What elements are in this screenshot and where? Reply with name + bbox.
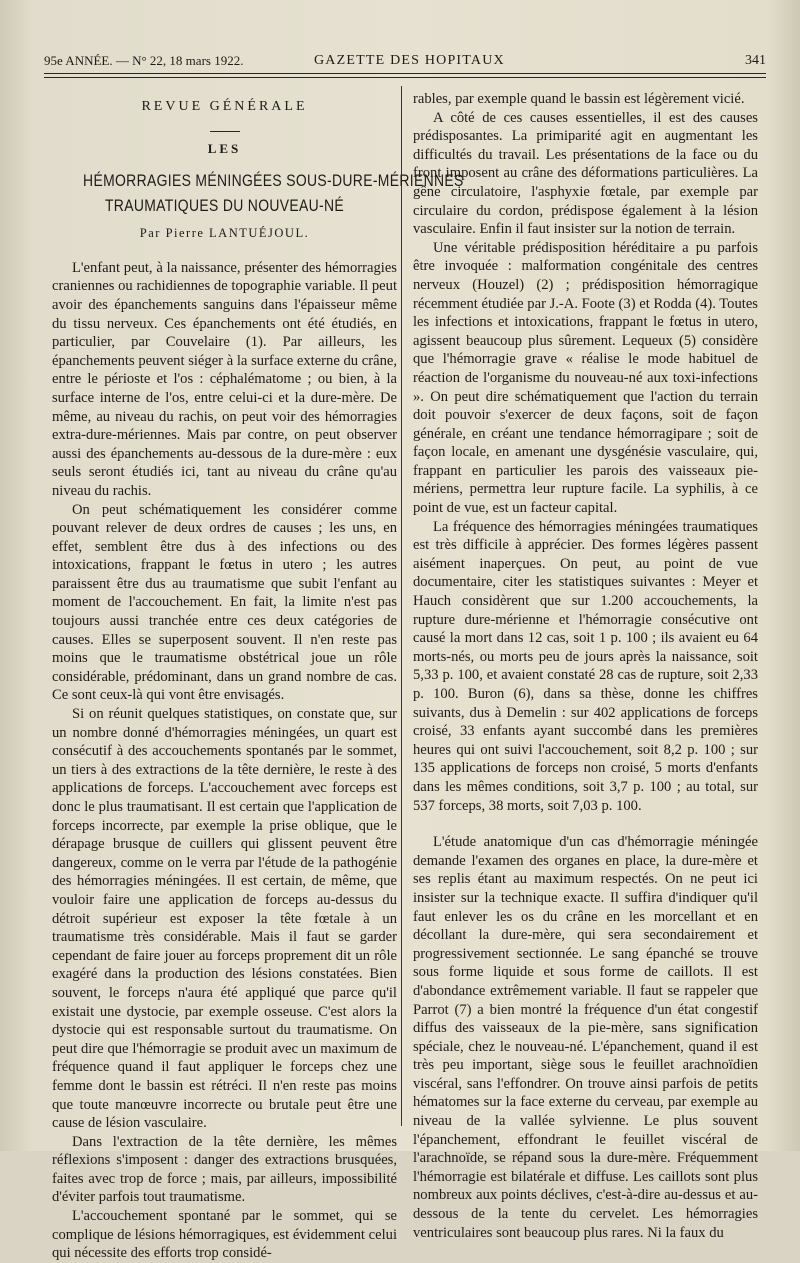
right-paragraph-5: L'étude anatomique d'un cas d'hémorragie méningée demande l'examen des organes en place, la dure-mère et ses replis étant au maximum respectés. On ne peut ici insister sur la technique exacte. Il suffira d'indiquer qu'il faut enlever les os du crâne en les morcellant et en décollant la dure-mère, qui sera secondairement et progressivement sectionnée. Le sang épanché se trouve sous forme liquide et sous forme de caillots. Il est d'abondance extrêmement variable. Il faut se rappeler que Parrot (7) a bien montré la fréquence d'un état congestif diffus des vaisseaux de la pie-mère, sans signification spéciale, chez le nouveau-né. L'épanchement, quand il est très peu important, siège sous le feuillet arachnoïdien viscéral, sans l'effondrer. On trouve ainsi parfois de petits hématomes sur la face externe du cerveau, par exemple au niveau de la vallée sylvienne. Le plus souvent l'épanchement, effondrant le feuillet viscéral de l'arachnoïde, se répand sous la dure-mère. Fréquemment l'hémorragie est bilatérale et diffuse. Les caillots sont plus nombreux aux points déclives, c'est-à-dire au-dessus et au-dessous de la tente du cervelet. Les hémorragies ventriculaires sont beaucoup plus rares. Ni la faux du	[413, 834, 758, 1241]
author-byline: Par Pierre LANTUÉJOUL.	[139, 226, 310, 241]
header-rule-thin	[44, 77, 766, 78]
right-paragraph-3: Une véritable prédisposition héréditaire a pu parfois être invoquée : malformation congénitale des centres nerveux (Houzel) (2) ; prédisposition hémorragique récemment étudiée par J.-A. Foote (3) et Rodda (4). Toutes les infections et intoxications, frappant le fœtus in utero, agissent beaucoup plus sûrement. Lequeux (5) considère que l'hémorragie grave « réalise le mode habituel de réaction de l'organisme du nouveau-né aux toxi-infections ». On peut dire schématiquement que l'action du terrain doit pouvoir s'exercer de deux façons, soit de façon générale, en créant une tendance hémorragipare ; soit de façon locale, en amenant une dysgénésie vasculaire, qui, frappant en particulier les parois des vaisseaux pie-mériens, permettra leur rupture facile. La syphilis, à ce point de vue, est un facteur capital.	[413, 239, 758, 517]
title-article-les: LES	[207, 140, 242, 156]
left-paragraph-4: Dans l'extraction de la tête dernière, les mêmes réflexions s'imposent : danger des extractions brusquées, faites avec trop de force ; mais, par ailleurs, impossibilité d'éviter parfois tout traumatisme.	[52, 1133, 397, 1206]
header-rule-thick	[44, 73, 766, 74]
issue-line: 95e ANNÉE. — N° 22, 18 mars 1922.	[44, 53, 244, 68]
left-paragraph-3: Si on réunit quelques statistiques, on constate que, sur un nombre donné d'hémorragies méningées, un quart est consécutif à des accouchements spontanés par le sommet, un tiers à des extractions de la tête dernière, le reste à des applications de forceps. L'accouchement avec forceps est donc le plus traumatisant. Il est certain que l'application de forceps incorrecte, par exemple la prise oblique, que le dérapage brusque de cuillers qui glissent peuvent être dangereux, comme on le verra par l'étude de la pathogénie des hémorragies méningées. Il est certain, de même, que vouloir faire une application de forceps au-dessus du détroit supérieur est exposer la tête fœtale à un traumatisme très considérable. Mais il faut se garder cependant de faire jouer au forceps proprement dit un rôle exagéré dans la production des lésions constatées. Bien souvent, le forceps n'aura été appliqué que parce qu'il existait une dystocie, par exemple osseuse. C'est alors la dystocie qui est responsable surtout du traumatisme. On peut dire que l'hémorragie se produit avec un maximum de fréquence quand il faut appliquer le forceps chez une femme dont le bassin est rétréci. Il n'en reste pas moins que toute manœuvre incorrecte ou brutale peut être une cause de lésion vasculaire.	[52, 706, 397, 1132]
running-header	[44, 50, 766, 72]
left-paragraph-1: L'enfant peut, à la naissance, présenter des hémorragies craniennes ou rachidiennes de topographie variable. Il peut avoir des épanchements sanguins dans l'épaisseur même du tissu nerveux. Ces épanchements ont été étudiés, en particulier, par Couvelaire (1). Par ailleurs, les épanchements peuvent siéger à la surface externe du crâne, entre le périoste et l'os : céphalématome ; ou bien, à la surface interne de l'os, entre celui-ci et la dure-mère. De même, au niveau du rachis, on peut voir des hémorragies extra-dure-mériennes. Mais par contre, on peut observer aussi des épanchements au-dessous de la dure-mère : eux seuls seront étudiés ici, tant au niveau du crâne qu'au niveau du rachis.	[52, 259, 397, 499]
right-paragraph-1: rables, par exemple quand le bassin est légèrement vicié.	[413, 91, 745, 107]
short-rule	[210, 131, 240, 132]
right-paragraph-2: A côté de ces causes essentielles, il est des causes prédisposantes. La primiparité agit en augmentant les difficultés du travail. Les présentations de la face ou du front imposent au crâne des déformations particulières. La gêne circulatoire, l'asphyxie fœtale, par exemple par circulaire du cordon, prédispose également à la lésion vasculaire. Enfin il faut insister sur la notion de terrain.	[413, 109, 758, 238]
section-title: REVUE GÉNÉRALE	[141, 99, 308, 114]
article-title-line-2: TRAUMATIQUES DU NOUVEAU-NÉ	[104, 196, 345, 216]
article-title-line-1: HÉMORRAGIES MÉNINGÉES SOUS-DURE-MÉRIENNES	[83, 171, 464, 191]
left-column	[52, 92, 464, 1263]
left-paragraph-2: On peut schématiquement les considérer comme pouvant relever de deux ordres de causes ; les uns, en effet, semblent être dus à des infections ou des intoxications, frappant le fœtus in utero ; les autres paraissent être dus au traumatisme que subit l'enfant au moment de l'accouchement. En fait, la limite n'est pas toujours aussi tranchée entre ces deux catégories de causes. Elles se superposent souvent. Il n'en reste pas moins que le traumatisme obstétrical joue un rôle considérable, prédominant, dans un grand nombre de cas. Ce sont ceux-là qui vont être envisagés.	[52, 501, 397, 704]
column-separator	[401, 86, 402, 1126]
left-paragraph-5: L'accouchement spontané par le sommet, qui se complique de lésions hémorragiques, est évidemment celui qui nécessite des efforts trop considé-	[52, 1208, 397, 1262]
right-paragraph-4: La fréquence des hémorragies méningées traumatiques est très difficile à apprécier. Des formes légères passent aisément inaperçues. On peut, au point de vue documentaire, citer les statistiques suivantes : Meyer et Hauch considèrent que sur 1.200 accouchements, la rupture dure-mérienne et l'hémorragie consécutive ont causé la mort dans 12 cas, soit 1 p. 100 ; ils avaient eu 64 morts-nés, ou morts peu de jours après la naissance, soit 5,33 p. 100, et avaient constaté 28 cas de rupture, soit 2,33 p. 100. Buron (6), dans sa thèse, donne les chiffres suivants, dus à Demelin : sur 402 applications de forceps croisé, 33 enfants ayant succombé dans les premières heures qui ont suivi l'accouchement, soit 8,2 p. 100 ; sur 135 applications de forceps non croisé, 5 morts d'enfants dans les mêmes conditions, soit 3,7 p. 100 ; au total, sur 537 forceps, 38 morts, soit 7,03 p. 100.	[413, 518, 758, 814]
paragraph-gap	[413, 815, 758, 833]
right-column	[413, 90, 758, 1242]
journal-name: GAZETTE DES HOPITAUX	[314, 53, 505, 68]
page-number: 341	[745, 53, 766, 68]
